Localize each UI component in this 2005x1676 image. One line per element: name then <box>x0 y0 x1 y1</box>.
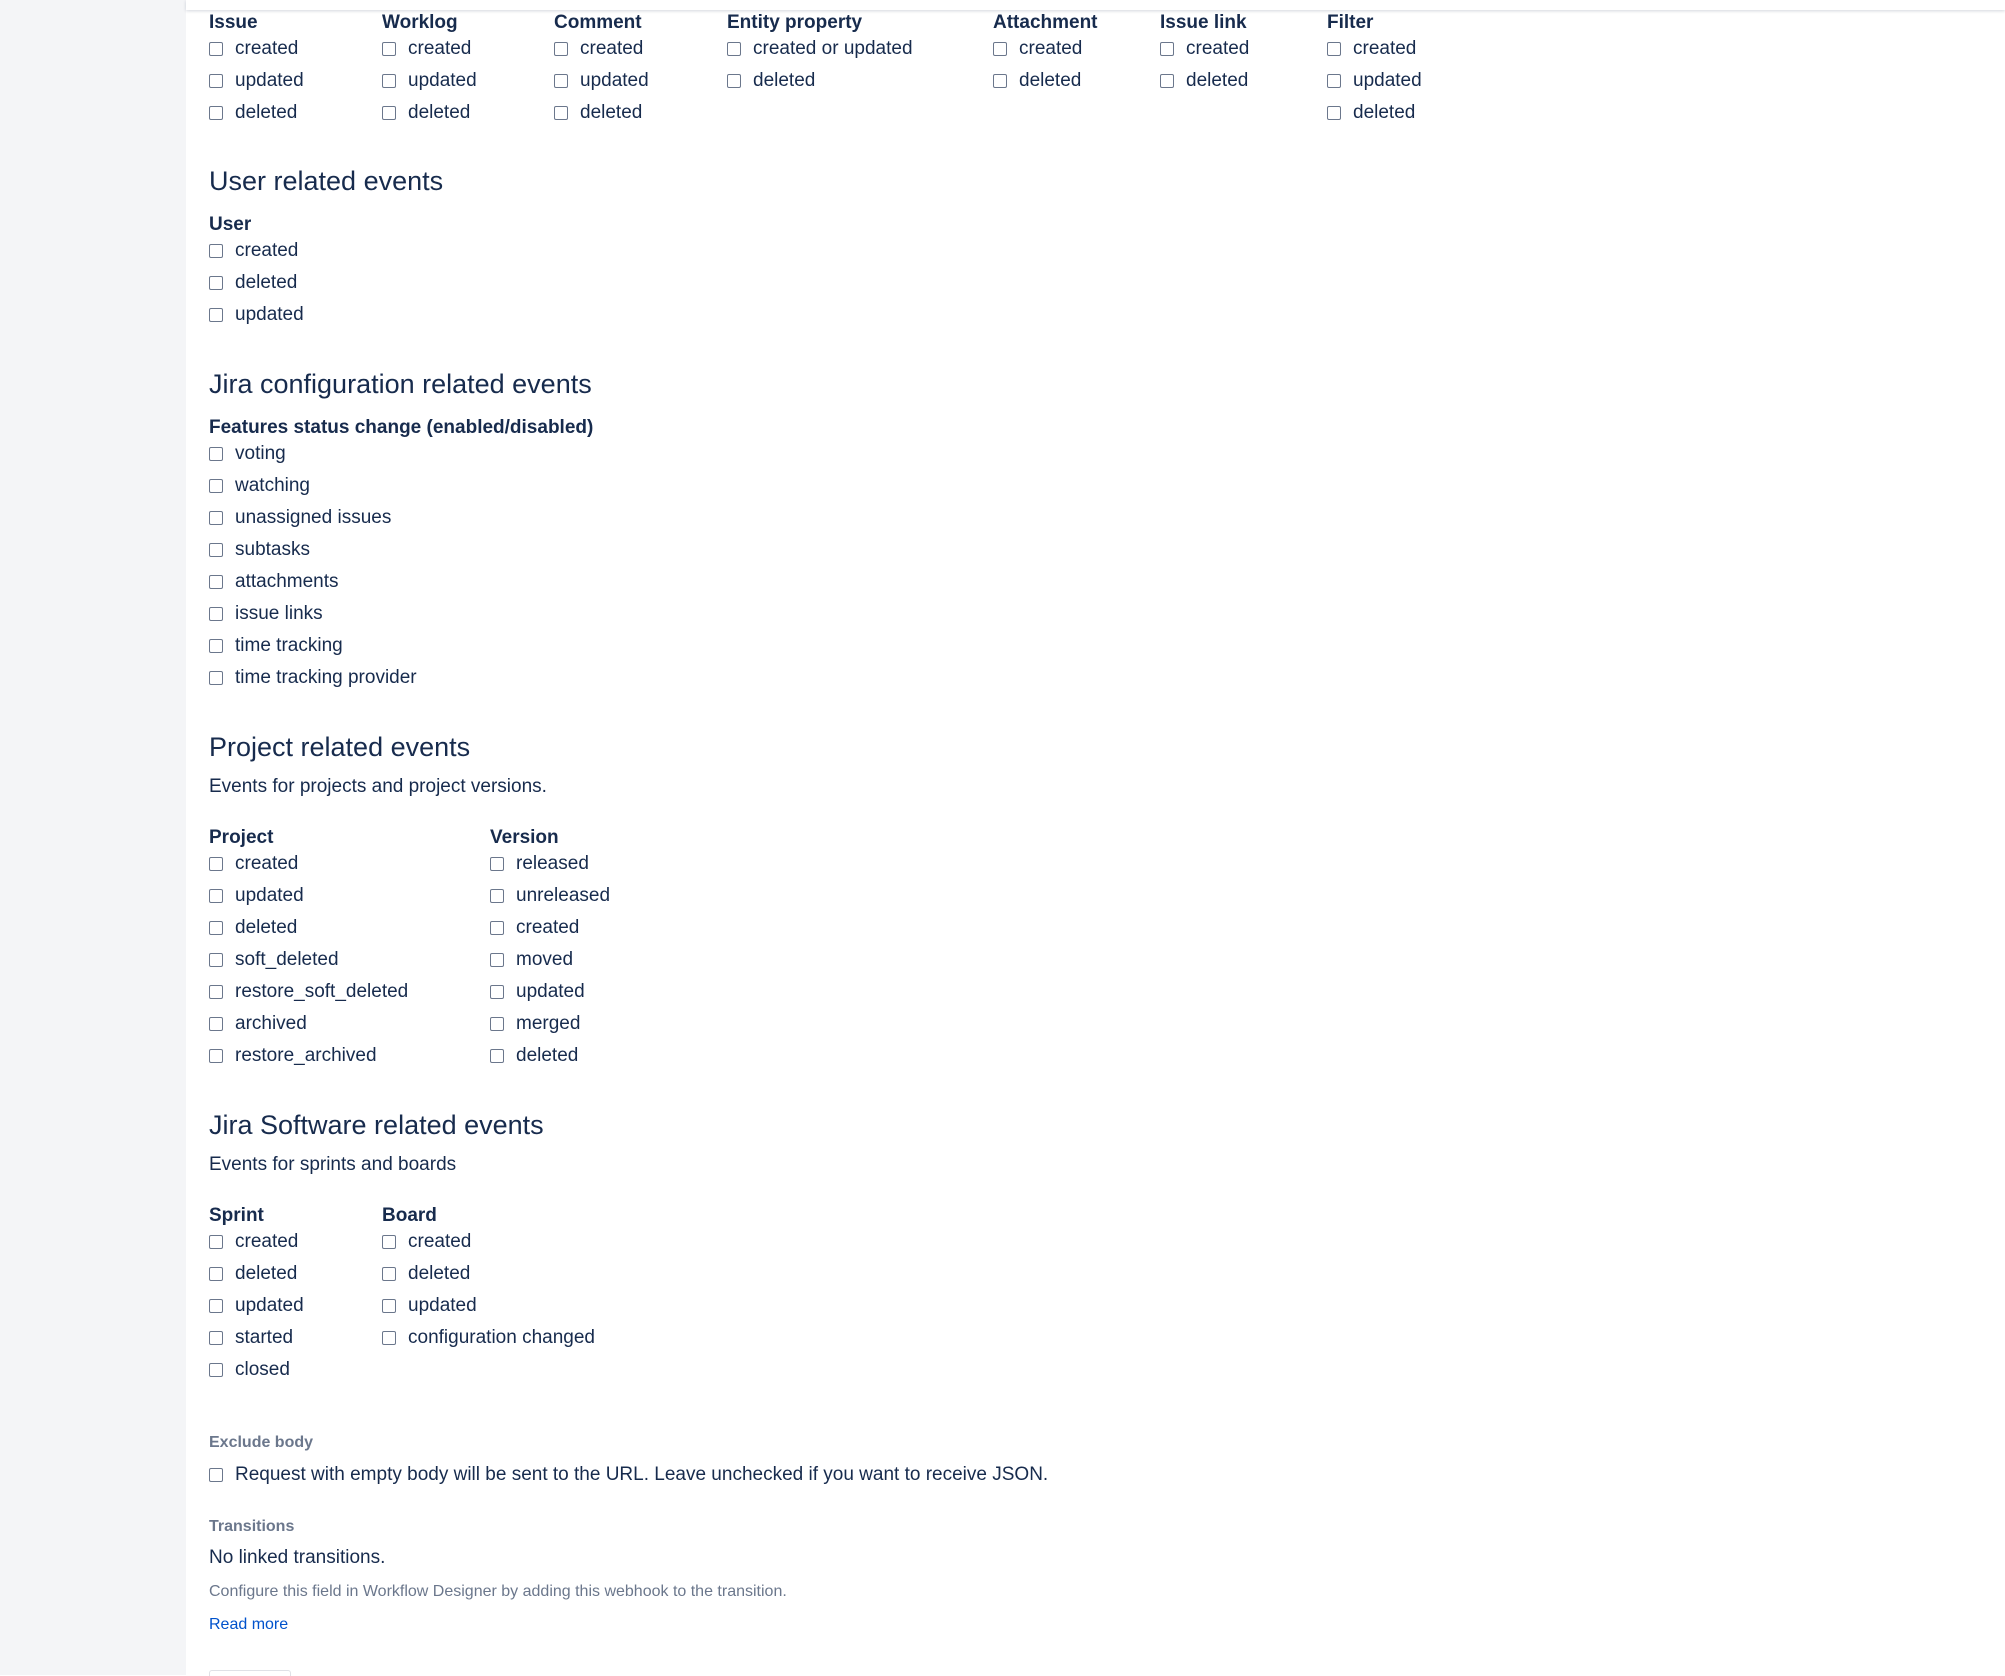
next-button-edge[interactable] <box>209 1670 291 1676</box>
checkbox[interactable] <box>727 42 741 56</box>
checkbox[interactable] <box>727 74 741 88</box>
checkbox[interactable] <box>490 1017 504 1031</box>
issue-group-title: Issue <box>209 12 258 33</box>
checkbox[interactable] <box>1327 42 1341 56</box>
option-label: subtasks <box>235 539 310 560</box>
option-label: attachments <box>235 571 339 592</box>
comment-group-title: Comment <box>554 12 642 33</box>
option-label: restore_archived <box>235 1045 377 1066</box>
option-label: updated <box>580 70 649 91</box>
webhook-form <box>209 0 1989 1675</box>
option-label: deleted <box>235 272 298 293</box>
option-label: created <box>1353 38 1417 59</box>
option-label: deleted <box>235 1263 298 1284</box>
checkbox[interactable] <box>490 1049 504 1063</box>
option-label: closed <box>235 1359 290 1380</box>
project-group-title: Project <box>209 827 274 848</box>
option-label: updated <box>235 70 304 91</box>
checkbox[interactable] <box>209 106 223 120</box>
features-group-title: Features status change (enabled/disabled) <box>209 417 594 438</box>
option-label: started <box>235 1327 294 1348</box>
checkbox[interactable] <box>209 639 223 653</box>
checkbox[interactable] <box>209 1468 223 1482</box>
option-label: created <box>516 917 580 938</box>
version-group-title: Version <box>490 827 559 848</box>
checkbox[interactable] <box>209 985 223 999</box>
transitions-help-text: Configure this field in Workflow Designer by adding this webhook to the transition. <box>209 1583 787 1600</box>
option-label: moved <box>516 949 574 970</box>
config-events-heading: Jira configuration related events <box>209 369 592 399</box>
option-label: created <box>408 38 472 59</box>
checkbox[interactable] <box>993 42 1007 56</box>
checkbox[interactable] <box>209 543 223 557</box>
option-label: unassigned issues <box>235 507 392 528</box>
option-label: issue links <box>235 603 323 624</box>
option-label: deleted <box>235 102 298 123</box>
checkbox[interactable] <box>209 671 223 685</box>
option-label: time tracking provider <box>235 667 417 688</box>
option-label: updated <box>235 304 304 325</box>
option-label: created <box>1186 38 1250 59</box>
project-events-description: Events for projects and project versions. <box>209 776 547 797</box>
checkbox[interactable] <box>1160 74 1174 88</box>
option-label: created <box>408 1231 472 1252</box>
checkbox[interactable] <box>209 1235 223 1249</box>
checkbox[interactable] <box>554 74 568 88</box>
checkbox[interactable] <box>490 985 504 999</box>
checkbox[interactable] <box>209 74 223 88</box>
filter-group-title: Filter <box>1327 12 1374 33</box>
attachment-group-title: Attachment <box>993 12 1098 33</box>
option-label: created <box>580 38 644 59</box>
option-label: updated <box>408 70 477 91</box>
checkbox[interactable] <box>490 953 504 967</box>
option-label: deleted <box>1353 102 1416 123</box>
checkbox[interactable] <box>209 1299 223 1313</box>
option-label: updated <box>408 1295 477 1316</box>
checkbox[interactable] <box>209 1267 223 1281</box>
user-events-heading: User related events <box>209 166 444 196</box>
user-group-title: User <box>209 214 252 235</box>
checkbox[interactable] <box>382 1267 396 1281</box>
option-label: created <box>235 853 299 874</box>
checkbox[interactable] <box>490 921 504 935</box>
project-events-heading: Project related events <box>209 732 471 762</box>
worklog-group-title: Worklog <box>382 12 458 33</box>
checkbox[interactable] <box>209 1049 223 1063</box>
checkbox[interactable] <box>554 106 568 120</box>
checkbox[interactable] <box>382 106 396 120</box>
checkbox[interactable] <box>209 575 223 589</box>
software-events-description: Events for sprints and boards <box>209 1154 457 1175</box>
board-group-title: Board <box>382 1205 437 1226</box>
checkbox[interactable] <box>1327 106 1341 120</box>
option-label: deleted <box>516 1045 579 1066</box>
checkbox[interactable] <box>1160 42 1174 56</box>
software-events-heading: Jira Software related events <box>209 1110 544 1140</box>
option-label: updated <box>516 981 585 1002</box>
entity-property-group-title: Entity property <box>727 12 863 33</box>
checkbox[interactable] <box>554 42 568 56</box>
checkbox[interactable] <box>382 1331 396 1345</box>
checkbox[interactable] <box>209 607 223 621</box>
option-label: updated <box>235 1295 304 1316</box>
option-label: soft_deleted <box>235 949 339 970</box>
option-label: updated <box>235 885 304 906</box>
option-label: created <box>1019 38 1083 59</box>
checkbox[interactable] <box>209 857 223 871</box>
option-label: deleted <box>408 1263 471 1284</box>
checkbox[interactable] <box>209 511 223 525</box>
option-label: restore_soft_deleted <box>235 981 409 1002</box>
option-label: merged <box>516 1013 581 1034</box>
option-label: deleted <box>235 917 298 938</box>
checkbox[interactable] <box>382 1299 396 1313</box>
option-label: created <box>235 38 299 59</box>
checkbox[interactable] <box>209 308 223 322</box>
checkbox[interactable] <box>209 276 223 290</box>
checkbox[interactable] <box>993 74 1007 88</box>
exclude-body-label: Exclude body <box>209 1434 314 1451</box>
checkbox[interactable] <box>209 889 223 903</box>
read-more-link[interactable]: Read more <box>209 1616 289 1633</box>
option-label: created <box>235 1231 299 1252</box>
option-label: voting <box>235 443 286 464</box>
checkbox[interactable] <box>209 244 223 258</box>
option-label: time tracking <box>235 635 343 656</box>
issue-link-group-title: Issue link <box>1160 12 1247 33</box>
checkbox[interactable] <box>209 1017 223 1031</box>
transitions-value: No linked transitions. <box>209 1547 386 1568</box>
option-label: unreleased <box>516 885 611 906</box>
checkbox[interactable] <box>209 447 223 461</box>
option-label: created or updated <box>753 38 913 59</box>
option-label: deleted <box>408 102 471 123</box>
checkbox[interactable] <box>209 953 223 967</box>
checkbox[interactable] <box>209 42 223 56</box>
option-label: Request with empty body will be sent to the URL. Leave unchecked if you want to receive JSON. <box>235 1464 1049 1485</box>
checkbox[interactable] <box>490 889 504 903</box>
checkbox[interactable] <box>209 1331 223 1345</box>
option-label: configuration changed <box>408 1327 595 1348</box>
option-label: watching <box>235 475 310 496</box>
option-label: deleted <box>580 102 643 123</box>
option-label: created <box>235 240 299 261</box>
option-label: released <box>516 853 589 874</box>
option-label: deleted <box>1186 70 1249 91</box>
checkbox[interactable] <box>209 1363 223 1377</box>
checkbox[interactable] <box>382 74 396 88</box>
option-label: archived <box>235 1013 307 1034</box>
option-label: deleted <box>1019 70 1082 91</box>
checkbox[interactable] <box>209 479 223 493</box>
option-label: deleted <box>753 70 816 91</box>
option-label: updated <box>1353 70 1422 91</box>
sprint-group-title: Sprint <box>209 1205 264 1226</box>
checkbox[interactable] <box>382 1235 396 1249</box>
transitions-label: Transitions <box>209 1518 295 1535</box>
checkbox[interactable] <box>490 857 504 871</box>
left-sidebar <box>0 0 186 1675</box>
checkbox[interactable] <box>382 42 396 56</box>
checkbox[interactable] <box>1327 74 1341 88</box>
checkbox[interactable] <box>209 921 223 935</box>
